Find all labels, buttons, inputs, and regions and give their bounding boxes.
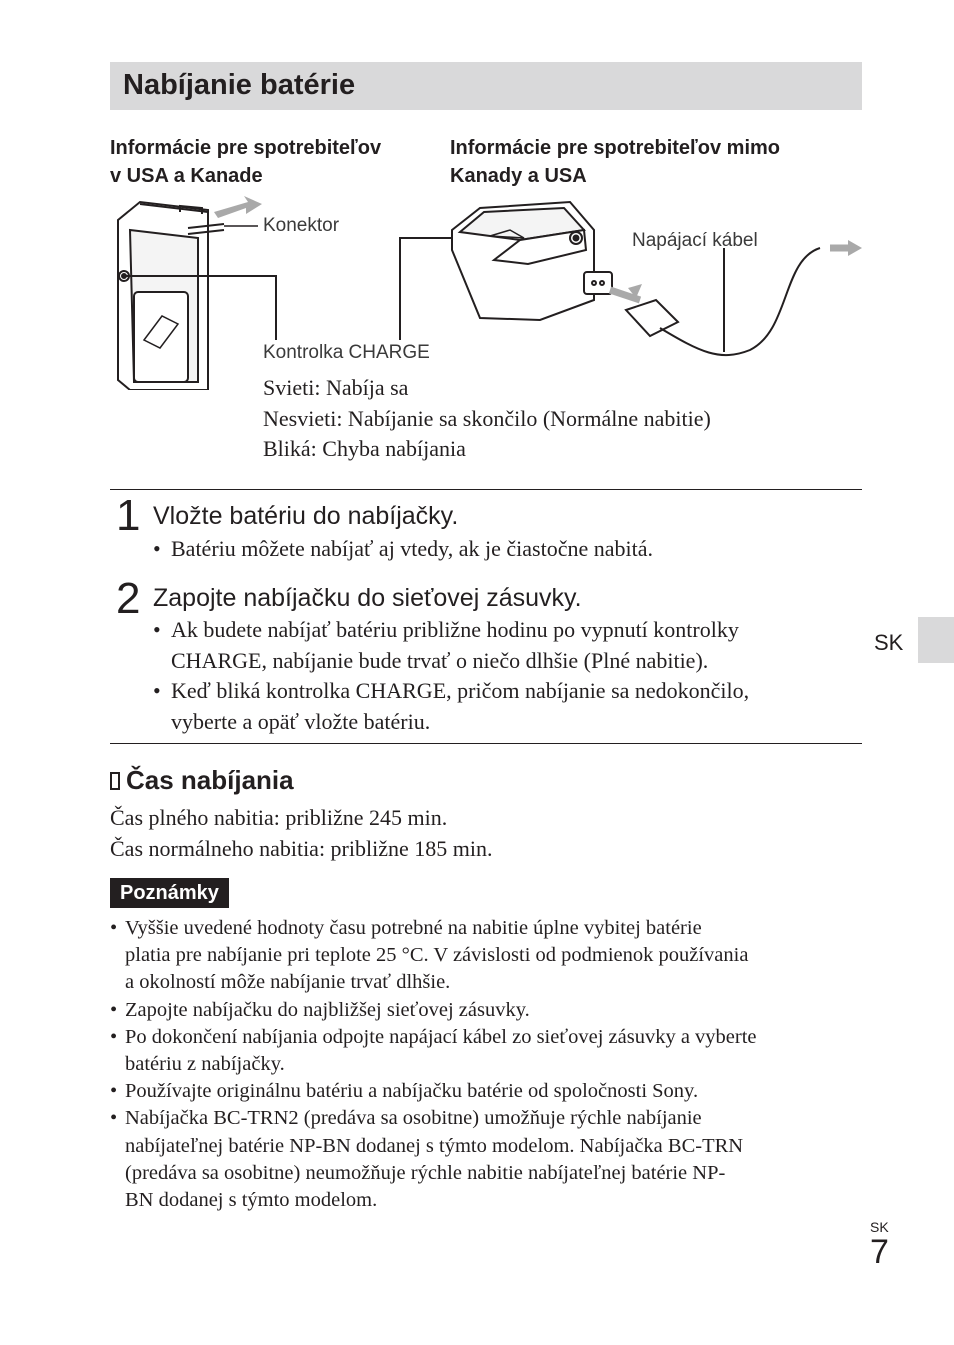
usa-canada-heading	[110, 134, 381, 190]
language-side-tab	[918, 617, 954, 663]
bullet-line: • Keď bliká kontrolka CHARGE, pričom nabíjanie sa nedokončilo,	[171, 678, 750, 703]
bullet-line: • Ak budete nabíjať batériu približne hodinu po vypnutí kontrolky	[171, 617, 739, 642]
note-line: • Po dokončení nabíjania odpojte napájací kábel zo sieťovej zásuvky a vyberte	[125, 1025, 757, 1048]
page-language-code: SK	[870, 1219, 889, 1235]
divider-bottom	[110, 743, 862, 744]
step-2-bullets	[153, 615, 873, 737]
note-item	[110, 915, 862, 997]
note-line: • Nabíjačka BC-TRN2 (predáva sa osobitne) umožňuje rýchle nabíjanie	[125, 1107, 702, 1130]
section-title-bar	[110, 62, 862, 110]
charging-time-lines	[110, 803, 492, 864]
charge-lamp-callout: Kontrolka CHARGE	[263, 342, 430, 363]
other-countries-heading	[450, 134, 780, 190]
step-1-number: 1	[116, 491, 141, 540]
heading-line: Informácie pre spotrebiteľov	[110, 137, 382, 159]
note-item	[110, 1078, 862, 1105]
step-2-number: 2	[116, 574, 141, 623]
note-line: batériu z nabíjačky.	[125, 1053, 285, 1076]
heading-line: Informácie pre spotrebiteľov mimo	[450, 137, 780, 159]
step-1-bullets	[153, 534, 653, 565]
note-item	[110, 997, 862, 1024]
charge-status-list	[263, 373, 711, 465]
status-line: Nesvieti: Nabíjanie sa skončilo (Normálne nabitie)	[263, 405, 711, 431]
time-line: Čas normálneho nabitia: približne 185 min.	[110, 835, 493, 861]
section-marker-icon	[110, 772, 120, 790]
bullet-line: CHARGE, nabíjanie bude trvať o niečo dlhšie (Plné nabitie).	[171, 647, 709, 673]
bullet-item	[153, 676, 873, 737]
note-item	[110, 1105, 862, 1214]
step-1-title: Vložte batériu do nabíjačky.	[153, 502, 459, 530]
bullet-item	[153, 615, 873, 676]
note-line: nabíjateľnej batérie NP-BN dodanej s týmto modelom. Nabíjačka BC-TRN	[125, 1134, 744, 1157]
note-line: platia pre nabíjanie pri teplote 25 °C. V závislosti od podmienok používania	[125, 944, 749, 967]
connector-callout: Konektor	[263, 215, 340, 236]
status-line: Bliká: Chyba nabíjania	[263, 436, 466, 461]
step-2-title: Zapojte nabíjačku do sieťovej zásuvky.	[153, 584, 582, 612]
charger-illustration	[100, 190, 870, 390]
note-item	[110, 1024, 862, 1078]
charging-time-heading-text: Čas nabíjania	[126, 765, 294, 795]
language-side-label: SK	[874, 630, 904, 655]
note-line: • Používajte originálnu batériu a nabíjačku batérie od spoločnosti Sony.	[125, 1080, 699, 1103]
desktop-charger-icon	[452, 202, 862, 355]
time-line: Čas plného nabitia: približne 245 min.	[110, 805, 448, 830]
divider-top	[110, 489, 862, 490]
power-cable-callout: Napájací kábel	[632, 230, 758, 251]
note-line: • Vyššie uvedené hodnoty času potrebné na nabitie úplne vybitej batérie	[125, 917, 702, 939]
heading-line: Kanady a USA	[450, 165, 587, 187]
note-line: (predáva sa osobitne) neumožňuje rýchle nabitie nabíjateľnej batérie NP-	[125, 1161, 726, 1184]
bullet-item: • Batériu môžete nabíjať aj vtedy, ak je čiastočne nabitá.	[153, 534, 653, 565]
heading-line: v USA a Kanade	[110, 165, 263, 187]
page-title: Nabíjanie batérie	[123, 69, 356, 101]
charging-time-heading	[110, 765, 294, 796]
note-line: BN dodanej s týmto modelom.	[125, 1189, 378, 1212]
note-line: • Zapojte nabíjačku do najbližšej sieťovej zásuvky.	[125, 998, 530, 1021]
notes-list	[110, 915, 862, 1214]
notes-badge: Poznámky	[110, 878, 229, 908]
status-line: Svieti: Nabíja sa	[263, 375, 409, 400]
wall-plug-charger-icon	[118, 196, 262, 390]
note-line: a okolností môže nabíjanie trvať dlhšie.	[125, 971, 451, 994]
bullet-line: vyberte a opäť vložte batériu.	[171, 708, 431, 734]
page-number: 7	[870, 1233, 889, 1271]
